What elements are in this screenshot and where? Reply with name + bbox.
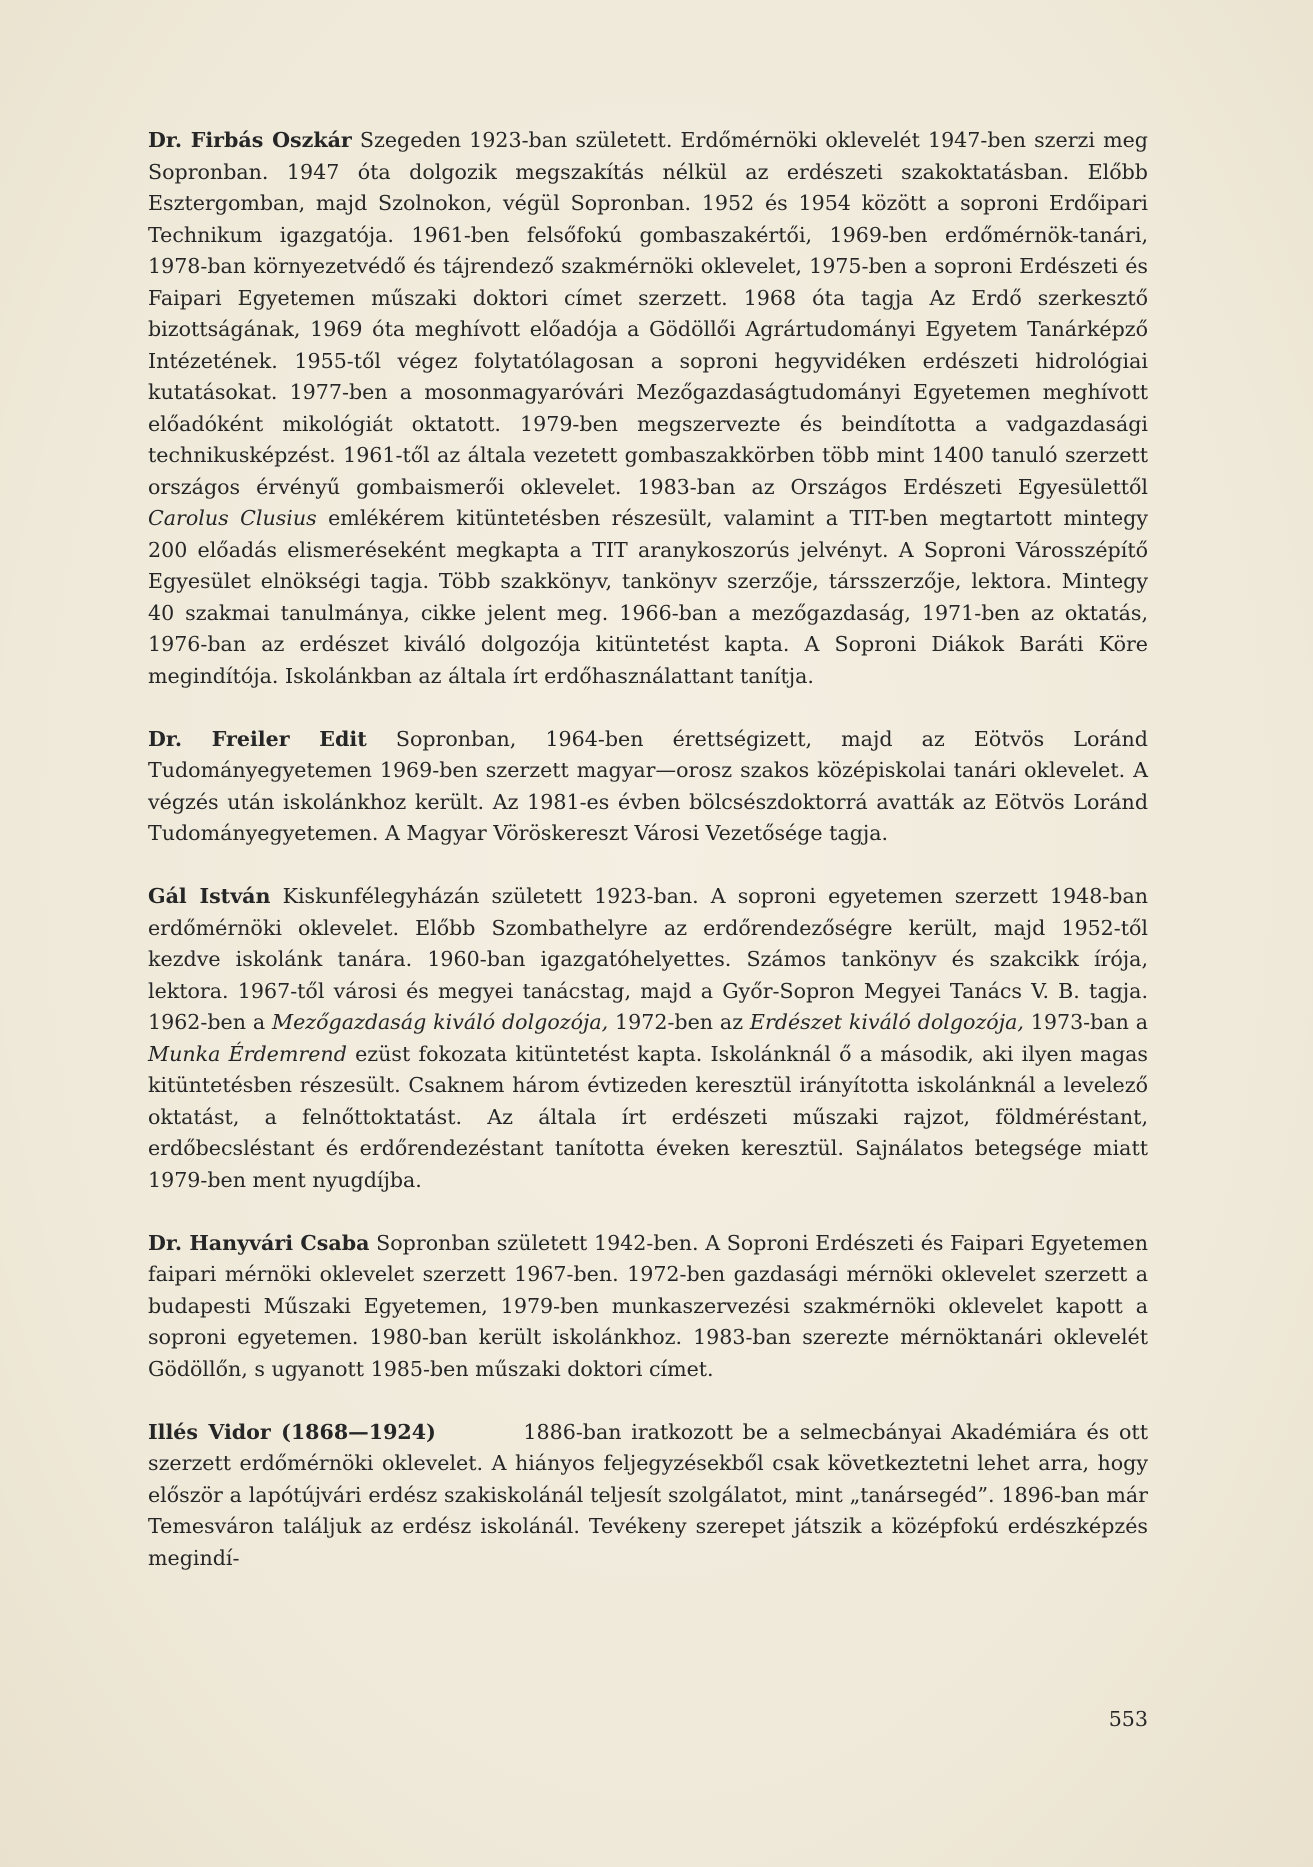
person-name: Illés Vidor (1868—1924) (148, 1419, 436, 1444)
document-body (148, 125, 1155, 1574)
biography-paragraph (148, 881, 1148, 1196)
person-name: Gál István (148, 884, 271, 908)
italic-text: Carolus Clusius (148, 506, 317, 530)
body-text: 1886-ban iratkozott be a selmecbányai Akadémiára és ott szerzett erdőmérnöki oklevelet. A hiányos feljegyzésekből csak következtetni lehet arra, hogy először a lapótújvári erdész szakiskolánál teljesít szolgálatot, mint „tanársegéd”. 1896-ban már Temesváron találjuk az erdész iskolánál. Tevékeny szerepet játszik a középfokú erdészképzés megindí- (148, 1419, 1155, 1570)
biography-paragraph (148, 125, 1148, 692)
body-text: Kiskunfélegyházán született 1923-ban. A soproni egyetemen szerzett 1948-ban erdőmérnöki oklevelet. Előbb Szombathelyre az erdőrendezőségre került, majd 1952-től kezdve iskolánk tanára. 1960-ban igazgatóhelyettes. Számos tankönyv és szakcikk írója, lektora. 1967-től városi és megyei tanácstag, majd a Győr-Sopron Megyei Tanács V. B. tagja. 1962-ben a (148, 884, 1148, 1034)
biography-paragraph (148, 1228, 1148, 1386)
page-number: 553 (1108, 1707, 1148, 1731)
body-text: ezüst fokozata kitüntetést kapta. Iskolánknál ő a második, aki ilyen magas kitüntetésben részesült. Csaknem három évtizeden keresztül irányította iskolánknál a levelező oktatást, a felnőttoktatást. Az általa írt erdészeti műszaki rajzot, földméréstant, erdőbecsléstant és erdőrendezéstant tanította éveken keresztül. Sajnálatos betegsége miatt 1979-ben ment nyugdíjba. (148, 1041, 1148, 1192)
body-text: Szegeden 1923-ban született. Erdőmérnöki oklevelét 1947-ben szerzi meg Sopronban. 1947 óta dolgozik megszakítás nélkül az erdészeti szakoktatásban. Előbb Esztergomban, majd Szolnokon, végül Sopronban. 1952 és 1954 között a soproni Erdőipari Technikum igazgatója. 1961-ben felsőfokú gombaszakértői, 1969-ben erdőmérnök-tanári, 1978-ban környezetvédő és tájrendező szakmérnöki oklevelet, 1975-ben a soproni Erdészeti és Faipari Egyetemen műszaki doktori címet szerzett. 1968 óta tagja Az Erdő szerkesztő bizottságának, 1969 óta meghívott előadója a Gödöllői Agrártudományi Egyetem Tanárképző Intézetének. 1955-től végez folytatólagosan a soproni hegyvidéken erdészeti hidrológiai kutatásokat. 1977-ben a mosonmagyaróvári Mezőgazdaságtudományi Egyetemen meghívott előadóként mikológiát oktatott. 1979-ben megszervezte és beindította a vadgazdasági technikusképzést. 1961-től az általa vezetett gombaszakkörben több mint 1400 tanuló szerzett országos érvényű gombaismerői oklevelet. 1983-ban az Országos Erdészeti Egyesülettől (148, 128, 1148, 499)
italic-text: Mezőgazdaság kiváló dolgozója, (272, 1010, 609, 1034)
italic-text: Erdészet kiváló dolgozója, (749, 1010, 1024, 1034)
body-text: 1973-ban a (1023, 1010, 1149, 1034)
body-text: 1972-ben az (608, 1010, 750, 1034)
body-text: emlékérem kitüntetésben részesült, valamint a TIT-ben megtartott mintegy 200 előadás elismeréseként megkapta a TIT aranykoszorús jelvényt. A Soproni Városszépítő Egyesület elnökségi tagja. Több szakkönyv, tankönyv szerzője, társszerzője, lektora. Mintegy 40 szakmai tanulmánya, cikke jelent meg. 1966-ban a mezőgazdaság, 1971-ben az oktatás, 1976-ban az erdészet kiváló dolgozója kitüntetést kapta. A Soproni Diákok Baráti Köre megindítója. Iskolánkban az általa írt erdőhasználattant tanítja. (148, 506, 1148, 688)
person-name: Dr. Firbás Oszkár (148, 128, 352, 152)
person-name: Dr. Hanyvári Csaba (148, 1230, 370, 1255)
italic-text: Munka Érdemrend (148, 1041, 347, 1066)
person-name: Dr. Freiler Edit (148, 726, 367, 751)
biography-paragraph (148, 1417, 1155, 1575)
biography-paragraph (148, 724, 1148, 850)
body-text: Sopronban, 1964-ben érettségizett, majd az Eötvös Loránd Tudományegyetemen 1969-ben szerzett magyar—orosz szakos középiskolai tanári oklevelet. A végzés után iskolánkhoz került. Az 1981-es évben bölcsészdoktorrá avatták az Eötvös Loránd Tudományegyetemen. A Magyar Vöröskereszt Városi Vezetősége tagja. (148, 726, 1148, 845)
body-text: Sopronban született 1942-ben. A Soproni Erdészeti és Faipari Egyetemen faipari mérnöki oklevelet szerzett 1967-ben. 1972-ben gazdasági mérnöki oklevelet szerzett a budapesti Műszaki Egyetemen, 1979-ben munkaszervezési szakmérnöki oklevelet kapott a soproni egyetemen. 1980-ban került iskolánkhoz. 1983-ban szerezte mérnöktanári oklevelét Gödöllőn, s ugyanott 1985-ben műszaki doktori címet. (148, 1230, 1148, 1381)
